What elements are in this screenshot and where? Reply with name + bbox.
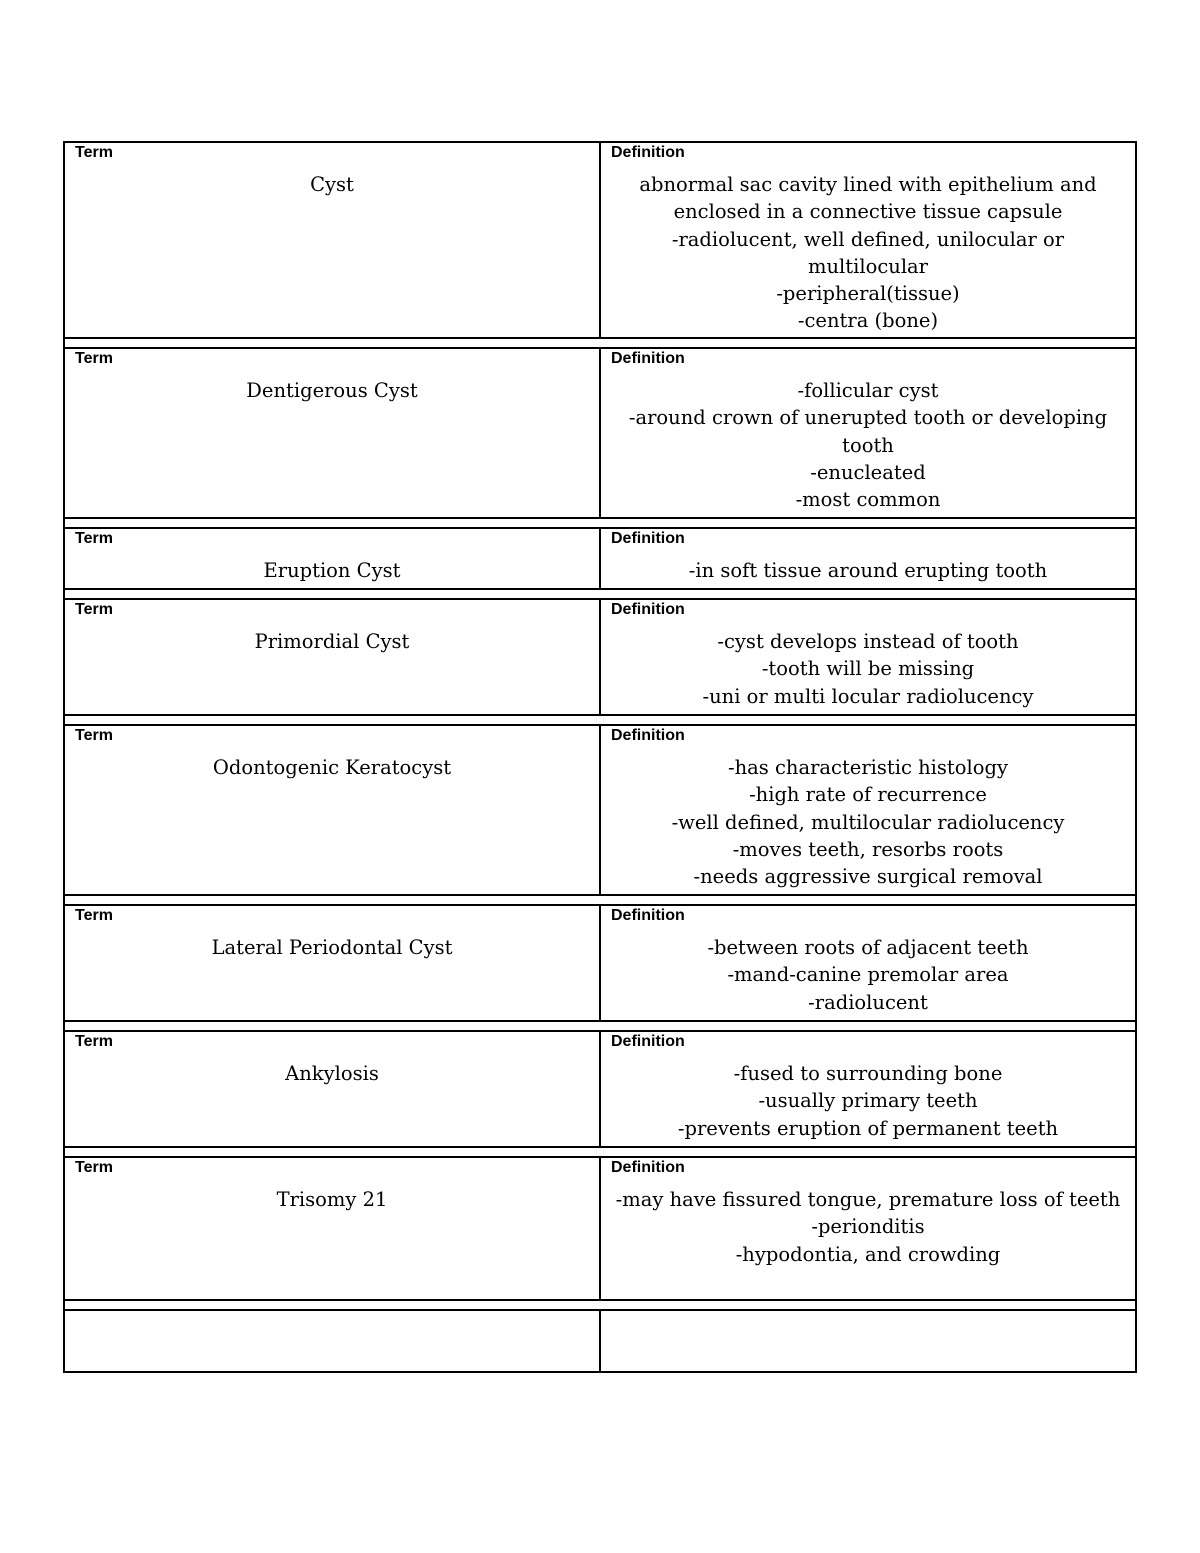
- definition-line: -has characteristic histology: [728, 756, 1008, 779]
- definition-cell: [601, 529, 1135, 588]
- definition-cell: [601, 600, 1135, 714]
- definition-line: -well defined, multilocular radiolucency: [671, 810, 1065, 834]
- blank-flashcard-row: [65, 1311, 1135, 1373]
- definition-line: -in soft tissue around erupting tooth: [688, 559, 1048, 582]
- definition-line: -high rate of recurrence: [749, 783, 987, 807]
- term-cell: [65, 726, 601, 894]
- flashcard-row: [65, 1158, 1135, 1299]
- definition-cell: [601, 349, 1135, 517]
- definition-label: Definition: [611, 727, 685, 744]
- term-label: Term: [75, 1159, 113, 1176]
- term-text: Ankylosis: [285, 1062, 379, 1085]
- definition-line: -radiolucent, well defined, unilocular or multilocular: [671, 227, 1065, 278]
- definition-line: -tooth will be missing: [761, 657, 975, 681]
- term-label: Term: [75, 1033, 113, 1050]
- definition-line: -around crown of unerupted tooth or developing tooth: [628, 406, 1108, 457]
- term-cell: [65, 1032, 601, 1146]
- definition-line: -uni or multi locular radiolucency: [702, 684, 1034, 708]
- definition-line: -mand-canine premolar area: [727, 963, 1009, 987]
- term-text: Cyst: [310, 173, 354, 196]
- term-text: Trisomy 21: [276, 1188, 388, 1211]
- term-cell: [65, 349, 601, 517]
- definition-text: [601, 726, 1135, 890]
- term-text: Lateral Periodontal Cyst: [211, 936, 453, 959]
- term-label: Term: [75, 350, 113, 367]
- definition-line: -most common: [795, 488, 941, 512]
- definition-line: -radiolucent: [808, 990, 928, 1014]
- flashcard-row: [65, 349, 1135, 517]
- term-label: Term: [75, 601, 113, 618]
- card-divider: [65, 1299, 1135, 1311]
- definition-cell: [601, 1158, 1135, 1299]
- definition-line: -prevents eruption of permanent teeth: [677, 1116, 1059, 1140]
- card-divider: [65, 517, 1135, 529]
- term-cell: [65, 143, 601, 337]
- definition-line: -cyst develops instead of tooth: [717, 630, 1019, 653]
- term-text: Odontogenic Keratocyst: [212, 756, 452, 779]
- blank-definition-cell: [601, 1311, 1135, 1371]
- card-divider: [65, 1146, 1135, 1158]
- term-cell: [65, 529, 601, 588]
- term-text: Dentigerous Cyst: [246, 379, 418, 402]
- term-label: Term: [75, 727, 113, 744]
- flashcard-sheet: [63, 141, 1137, 1373]
- flashcard-row: [65, 726, 1135, 894]
- flashcard-row: [65, 1032, 1135, 1146]
- definition-line: -moves teeth, resorbs roots: [732, 837, 1004, 861]
- term-text: Eruption Cyst: [263, 559, 401, 582]
- definition-cell: [601, 906, 1135, 1020]
- definition-cell: [601, 726, 1135, 894]
- flashcard-row: [65, 143, 1135, 337]
- flashcard-row: [65, 529, 1135, 588]
- definition-cell: [601, 1032, 1135, 1146]
- definition-line: -peripheral(tissue): [776, 282, 960, 306]
- flashcard-row: [65, 600, 1135, 714]
- definition-line: -needs aggressive surgical removal: [693, 865, 1043, 889]
- definition-line: -usually primary teeth: [758, 1089, 978, 1113]
- term-label: Term: [75, 907, 113, 924]
- definition-label: Definition: [611, 530, 685, 547]
- term-cell: [65, 1158, 601, 1299]
- definition-line: -between roots of adjacent teeth: [707, 936, 1029, 959]
- definition-line: -centra (bone): [797, 309, 939, 333]
- definition-line: abnormal sac cavity lined with epithelium and enclosed in a connective tissue capsule: [639, 173, 1097, 224]
- card-divider: [65, 714, 1135, 726]
- definition-line: -hypodontia, and crowding: [735, 1242, 1001, 1266]
- definition-label: Definition: [611, 350, 685, 367]
- definition-label: Definition: [611, 601, 685, 618]
- term-label: Term: [75, 530, 113, 547]
- term-label: Term: [75, 144, 113, 161]
- definition-line: -may have fissured tongue, premature loss of teeth: [615, 1188, 1121, 1211]
- definition-cell: [601, 143, 1135, 337]
- definition-line: -perionditis: [811, 1215, 925, 1239]
- definition-text: [601, 349, 1135, 513]
- term-cell: [65, 600, 601, 714]
- definition-label: Definition: [611, 144, 685, 161]
- definition-line: -enucleated: [810, 460, 926, 484]
- definition-label: Definition: [611, 1033, 685, 1050]
- definition-label: Definition: [611, 907, 685, 924]
- card-divider: [65, 1020, 1135, 1032]
- term-text: Primordial Cyst: [254, 630, 410, 653]
- card-divider: [65, 337, 1135, 349]
- term-cell: [65, 906, 601, 1020]
- blank-term-cell: [65, 1311, 601, 1371]
- definition-label: Definition: [611, 1159, 685, 1176]
- definition-line: -follicular cyst: [797, 379, 939, 402]
- definition-text: [601, 143, 1135, 335]
- card-divider: [65, 894, 1135, 906]
- card-divider: [65, 588, 1135, 600]
- definition-line: -fused to surrounding bone: [733, 1062, 1003, 1085]
- flashcard-row: [65, 906, 1135, 1020]
